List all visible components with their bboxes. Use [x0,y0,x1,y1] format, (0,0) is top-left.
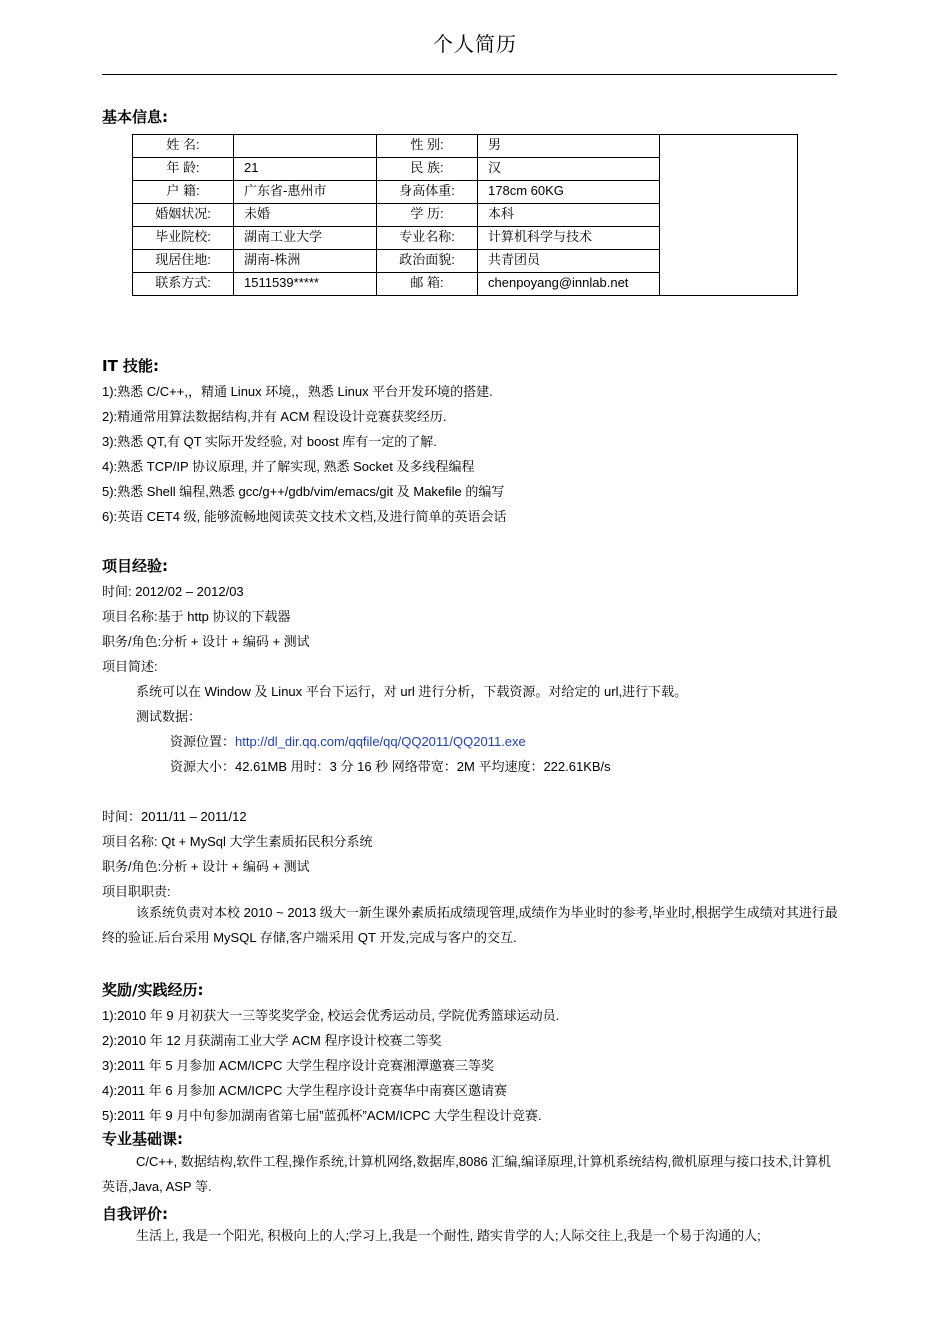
it-skill-item: 5):熟悉 Shell 编程,熟悉 gcc/g++/gdb/vim/emacs/git 及 Makefile 的编写 [102,484,505,499]
basic-info-table [132,134,798,296]
field-label: 毕业院校: [133,227,234,250]
project-desc: 系统可以在 Window 及 Linux 平台下运行，对 url 进行分析，下载资源。对给定的 url,进行下载。 [136,684,688,699]
field-label: 民 族: [377,158,478,181]
project-duty-label: 项目职职责: [102,884,171,899]
field-value: 男 [478,135,660,158]
project-desc-label: 项目简述: [102,659,158,674]
field-label: 现居住地: [133,250,234,273]
field-label: 性 别: [377,135,478,158]
awards-heading: 奖励/实践经历: [102,981,204,999]
courses-text: C/C++, 数据结构,软件工程,操作系统,计算机网络,数据库,8086 汇编,编译原理,计算机系统结构,微机原理与接口技术,计算机英语,Java, ASP 等. [102,1154,831,1194]
field-value: 共青团员 [478,250,660,273]
award-item: 3):2011 年 5 月参加 ACM/ICPC 大学生程序设计竞赛湘潭邀赛三等奖 [102,1058,494,1073]
field-label: 身高体重: [377,181,478,204]
award-item: 1):2010 年 9 月初获大一三等奖奖学金, 校运会优秀运动员, 学院优秀篮球运动员. [102,1008,560,1023]
field-label: 户 籍: [133,181,234,204]
source-location [170,731,526,750]
page-title: 个人简历 [433,34,517,56]
field-label: 邮 箱: [377,273,478,296]
table-row [133,135,798,158]
field-label: 学 历: [377,204,478,227]
source-label: 资源位置： [170,734,236,749]
title-divider [102,74,837,75]
field-label: 政治面貌: [377,250,478,273]
it-skills-heading: IT 技能: [102,357,160,375]
field-value: 本科 [478,204,660,227]
project-role: 职务/角色:分析 + 设计 + 编码 + 测试 [102,634,310,649]
field-label: 专业名称: [377,227,478,250]
basic-info-heading: 基本信息: [102,108,168,126]
self-eval-heading: 自我评价: [102,1205,168,1223]
test-stats: 资源大小：42.61MB 用时：3 分 16 秒 网络带宽：2M 平均速度：222.61KB/s [170,759,611,774]
it-skill-item: 6):英语 CET4 级, 能够流畅地阅读英文技术文档,及进行简单的英语会话 [102,509,507,524]
courses-heading: 专业基础课: [102,1130,183,1148]
field-value: 湖南工业大学 [234,227,377,250]
field-value: 未婚 [234,204,377,227]
self-eval-text: 生活上, 我是一个阳光, 积极向上的人;学习上,我是一个耐性, 踏实肯学的人;人际交往上,我是一个易于沟通的人; [136,1228,761,1243]
field-value [234,135,377,158]
project-time: 时间: 2012/02 – 2012/03 [102,584,244,599]
award-item: 4):2011 年 6 月参加 ACM/ICPC 大学生程序设计竞赛华中南赛区邀请赛 [102,1083,507,1098]
field-value: 178cm 60KG [478,181,660,204]
field-value: 计算机科学与技术 [478,227,660,250]
field-value: chenpoyang@innlab.net [478,273,660,296]
field-value: 湖南-株洲 [234,250,377,273]
projects-heading: 项目经验: [102,557,168,575]
it-skill-item: 1):熟悉 C/C++,，精通 Linux 环境,，熟悉 Linux 平台开发环境的搭建. [102,384,493,399]
field-label: 联系方式: [133,273,234,296]
project-time: 时间：2011/11 – 2011/12 [102,809,247,824]
field-value: 1511539***** [234,273,377,296]
award-item: 2):2010 年 12 月获湖南工业大学 ACM 程序设计校赛二等奖 [102,1033,442,1048]
field-label: 婚姻状况: [133,204,234,227]
test-data-label: 测试数据： [136,709,202,724]
project-duty: 该系统负责对本校 2010 ~ 2013 级大一新生课外素质拓成绩现管理,成绩作为毕业时的参考,毕业时,根据学生成绩对其进行最终的验证.后台采用 MySQL 存储,客户端采用 QT 开发,完成与客户的交互. [102,905,838,945]
it-skill-item: 4):熟悉 TCP/IP 协议原理, 并了解实现, 熟悉 Socket 及多线程编程 [102,459,475,474]
it-skill-item: 3):熟悉 QT,有 QT 实际开发经验, 对 boost 库有一定的了解. [102,434,437,449]
project-role: 职务/角色:分析 + 设计 + 编码 + 测试 [102,859,310,874]
project-name: 项目名称: Qt + MySql 大学生素质拓民积分系统 [102,834,373,849]
it-skill-item: 2):精通常用算法数据结构,并有 ACM 程设设计竞赛获奖经历. [102,409,447,424]
field-value: 汉 [478,158,660,181]
source-url-link[interactable]: http://dl_dir.qq.com/qqfile/qq/QQ2011/QQ2011.exe [235,734,526,749]
field-value: 21 [234,158,377,181]
award-item: 5):2011 年 9 月中旬参加湖南省第七届”蓝孤杯”ACM/ICPC 大学生程设计竞赛. [102,1108,542,1123]
field-label: 姓 名: [133,135,234,158]
field-value: 广东省-惠州市 [234,181,377,204]
project-name: 项目名称:基于 http 协议的下载器 [102,609,291,624]
field-label: 年 龄: [133,158,234,181]
photo-cell [660,135,798,296]
